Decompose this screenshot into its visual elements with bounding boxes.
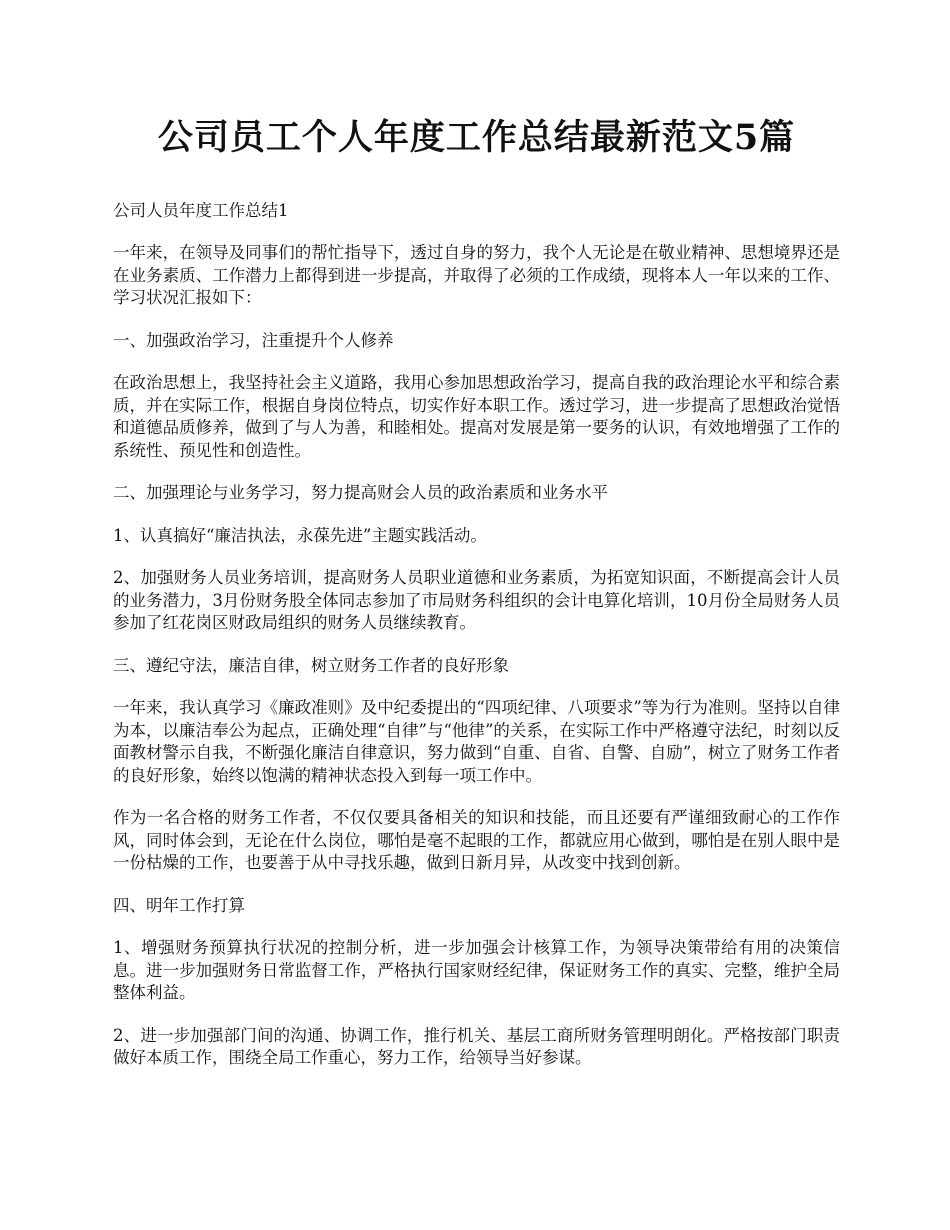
paragraph-item-2: 2、加强财务人员业务培训，提高财务人员职业道德和业务素质，为拓宽知识面，不断提高会计人员的业务潜力，3月份财务股全体同志参加了市局财务科组织的会计电算化培训，10月份全局财务人员参加了红花岗区财政局组织的财务人员继续教育。 [113, 568, 840, 632]
paragraph-political-study: 在政治思想上，我坚持社会主义道路，我用心参加思想政治学习，提高自我的政治理论水平和综合素质，并在实际工作，根据自身岗位特点，切实作好本职工作。透过学习，进一步提高了思想政治觉悟和道德品质修养，做到了与人为善，和睦相处。提高对发展是第一要务的认识，有效地增强了工作的系统性、预见性和创造性。 [113, 373, 840, 460]
section-heading-3: 三、遵纪守法，廉洁自律，树立财务工作者的良好形象 [113, 655, 509, 675]
section-heading-1: 一、加强政治学习，注重提升个人修养 [113, 330, 394, 350]
paragraph-qualified-worker: 作为一名合格的财务工作者，不仅仅要具备相关的知识和技能，而且还要有严谨细致耐心的工作作风，同时体会到，无论在什么岗位，哪怕是毫不起眼的工作，都就应用心做到，哪怕是在别人眼中是一份枯燥的工作，也要善于从中寻找乐趣，做到日新月异，从改变中找到创新。 [113, 808, 840, 872]
paragraph-discipline: 一年来，我认真学习《廉政准则》及中纪委提出的“四项纪律、八项要求”等为行为准则。坚持以自律为本，以廉洁奉公为起点，正确处理“自律”与“他律”的关系，在实际工作中严格遵守法纪，时刻以反面教材警示自我，不断强化廉洁自律意识，努力做到“自重、自省、自警、自励”，树立了财务工作者的良好形象，始终以饱满的精神状态投入到每一项工作中。 [113, 698, 840, 785]
paragraph-plan-2: 2、进一步加强部门间的沟通、协调工作，推行机关、基层工商所财务管理明朗化。严格按部门职责做好本质工作，围绕全局工作重心，努力工作，给领导当好参谋。 [113, 1025, 840, 1067]
section-heading-4: 四、明年工作打算 [113, 895, 245, 915]
section-heading-2: 二、加强理论与业务学习，努力提高财会人员的政治素质和业务水平 [113, 483, 608, 502]
document-title: 公司员工个人年度工作总结最新范文5篇 [157, 117, 796, 158]
paragraph-plan-1: 1、增强财务预算执行状况的控制分析，进一步加强会计核算工作，为领导决策带给有用的决策信息。进一步加强财务日常监督工作，严格执行国家财经纪律，保证财务工作的真实、完整，维护全局整体利益。 [113, 938, 840, 1002]
section-subtitle: 公司人员年度工作总结1 [113, 201, 289, 220]
intro-paragraph: 一年来，在领导及同事们的帮忙指导下，透过自身的努力，我个人无论是在敬业精神、思想境界还是在业务素质、工作潜力上都得到进一步提高，并取得了必须的工作成绩，现将本人一年以来的工作、学习状况汇报如下： [113, 243, 840, 307]
paragraph-item-1: 1、认真搞好“廉洁执法，永葆先进”主题实践活动。 [113, 525, 487, 545]
